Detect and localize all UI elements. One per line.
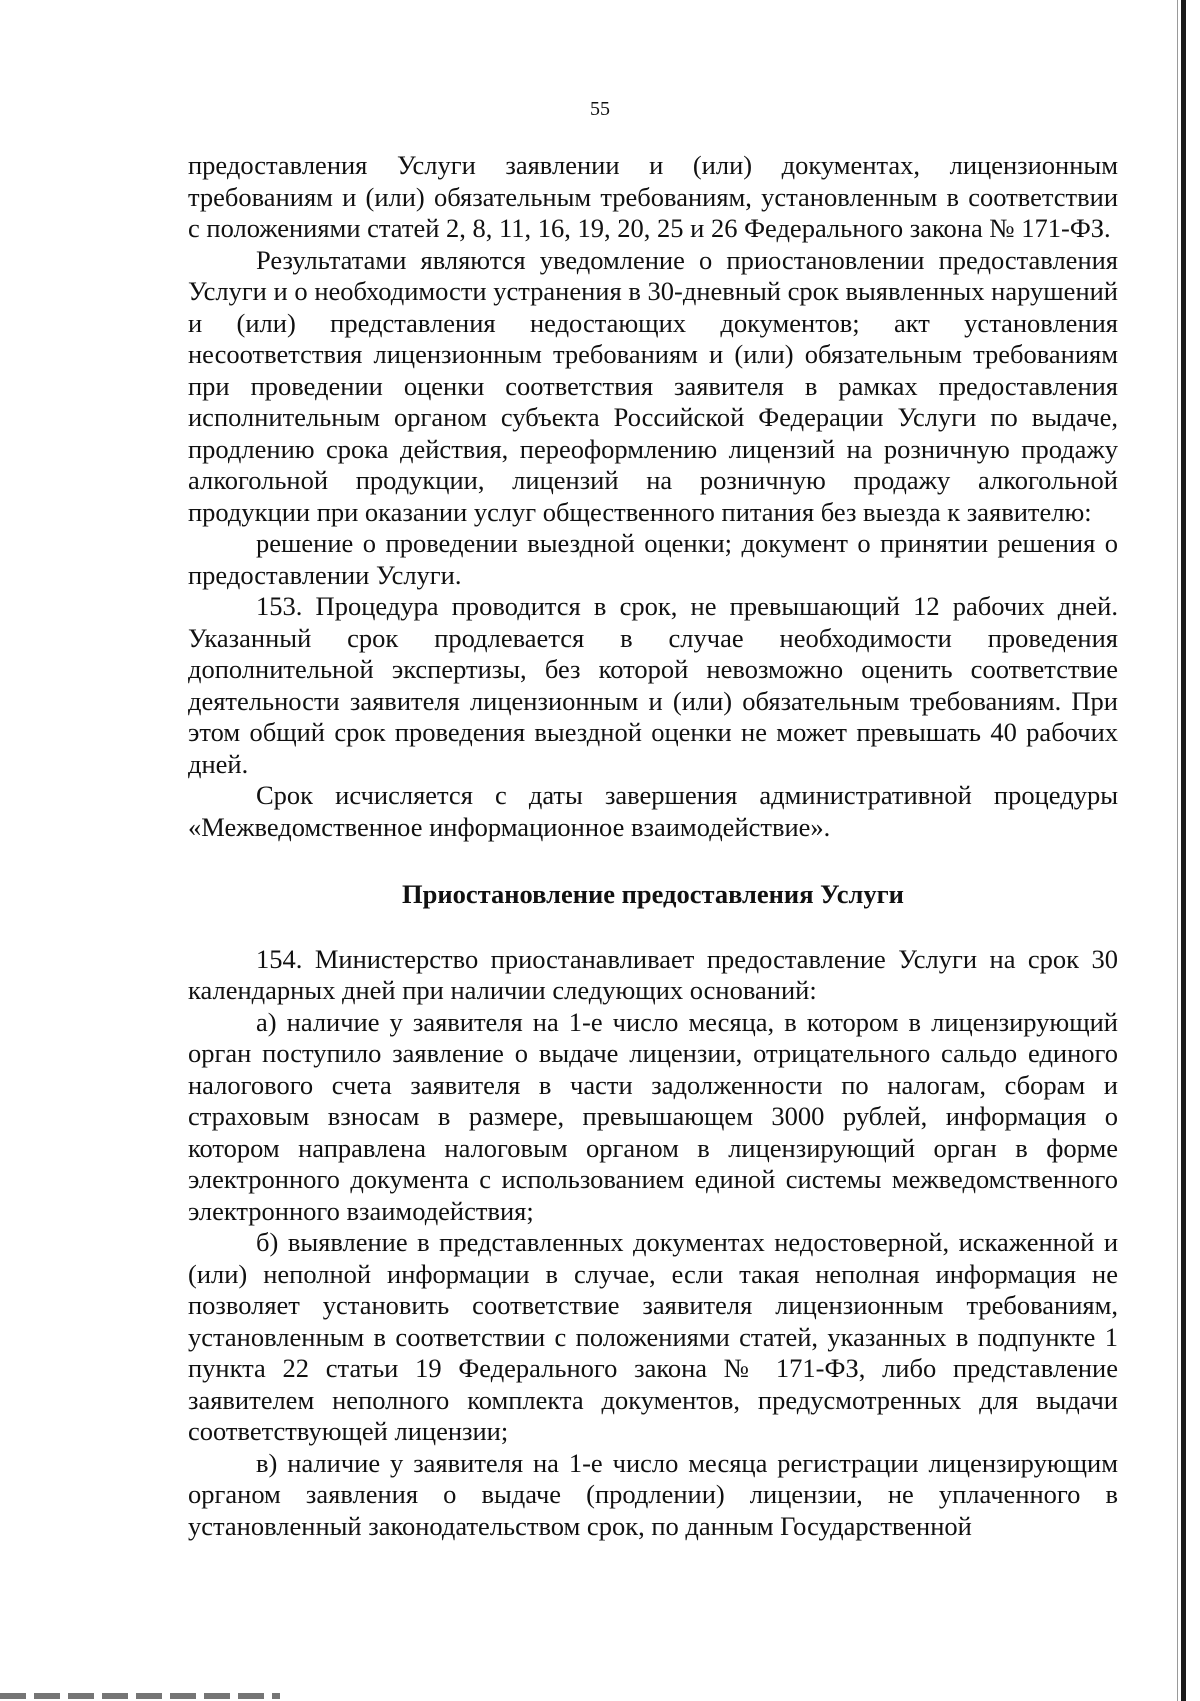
paragraph-item-b: б) выявление в представленных документах недостоверной, искаженной и (или) неполной информации в случае, если такая неполная информация не позволяет установить соответствие заявителя лицензионным требованиям, установленным в соответствии с положениями статей, указанных в подпункте 1 пункта 22 статьи 19 Федерального закона № 171-ФЗ, либо представление заявителем неполного комплекта документов, предусмотренных для выдачи соответствующей лицензии; <box>188 1227 1118 1446</box>
paragraph-results: Результатами являются уведомление о приостановлении предоставления Услуги и о необходимости устранения в 30-дневный срок выявленных нарушений и (или) представления недостающих документов; акт установления несоответствия лицензионным требованиям и (или) обязательным требованиям при проведении оценки соответствия заявителя в рамках предоставления исполнительным органом субъекта Российской Федерации Услуги по выдаче, продлению срока действия, переоформлению лицензий на розничную продажу алкогольной продукции, лицензий на розничную продажу алкогольной продукции при оказании услуг общественного питания без выезда к заявителю: <box>188 244 1118 527</box>
paragraph-continuation: предоставления Услуги заявлении и (или) документах, лицензионным требованиям и (или) обязательным требованиям, установленным в соответствии с положениями статей 2, 8, 11, 16, 19, 20, 25 и 26 Федерального закона № 171-ФЗ. <box>188 150 1118 243</box>
section-heading: Приостановление предоставления Услуги <box>402 879 904 909</box>
document-body <box>188 150 1118 1542</box>
scan-edge-shadow <box>1181 0 1186 1701</box>
paragraph-decision: решение о проведении выездной оценки; документ о принятии решения о предоставлении Услуги. <box>188 528 1118 590</box>
paragraph-item-a: а) наличие у заявителя на 1-е число месяца, в котором в лицензирующий орган поступило заявление о выдаче лицензии, отрицательного сальдо единого налогового счета заявителя в части задолженности по налогам, сборам и страховым взносам в размере, превышающем 3000 рублей, информация о котором направлена налоговым органом в лицензирующий орган в форме электронного документа с использованием единой системы межведомственного электронного взаимодействия; <box>188 1006 1118 1226</box>
page-number: 55 <box>590 98 610 120</box>
paragraph-154: 154. Министерство приостанавливает предоставление Услуги на срок 30 календарных дней при наличии следующих оснований: <box>188 943 1118 1005</box>
scan-edge-line <box>1177 0 1178 1701</box>
paragraph-item-v: в) наличие у заявителя на 1-е число месяца регистрации лицензирующим органом заявления о выдаче (продлении) лицензии, не уплаченного в установленный законодательством срок, по данным Государственной <box>188 1447 1118 1541</box>
paragraph-term: Срок исчисляется с даты завершения административной процедуры «Межведомственное информационное взаимодействие». <box>188 780 1118 842</box>
scan-bottom-marks <box>0 1693 280 1699</box>
paragraph-153: 153. Процедура проводится в срок, не превышающий 12 рабочих дней. Указанный срок продлевается в случае необходимости проведения дополнительной экспертизы, без которой невозможно оценить соответствие деятельности заявителя лицензионным и (или) обязательным требованиям. При этом общий срок проведения выездной оценки не может превышать 40 рабочих дней. <box>188 591 1118 779</box>
